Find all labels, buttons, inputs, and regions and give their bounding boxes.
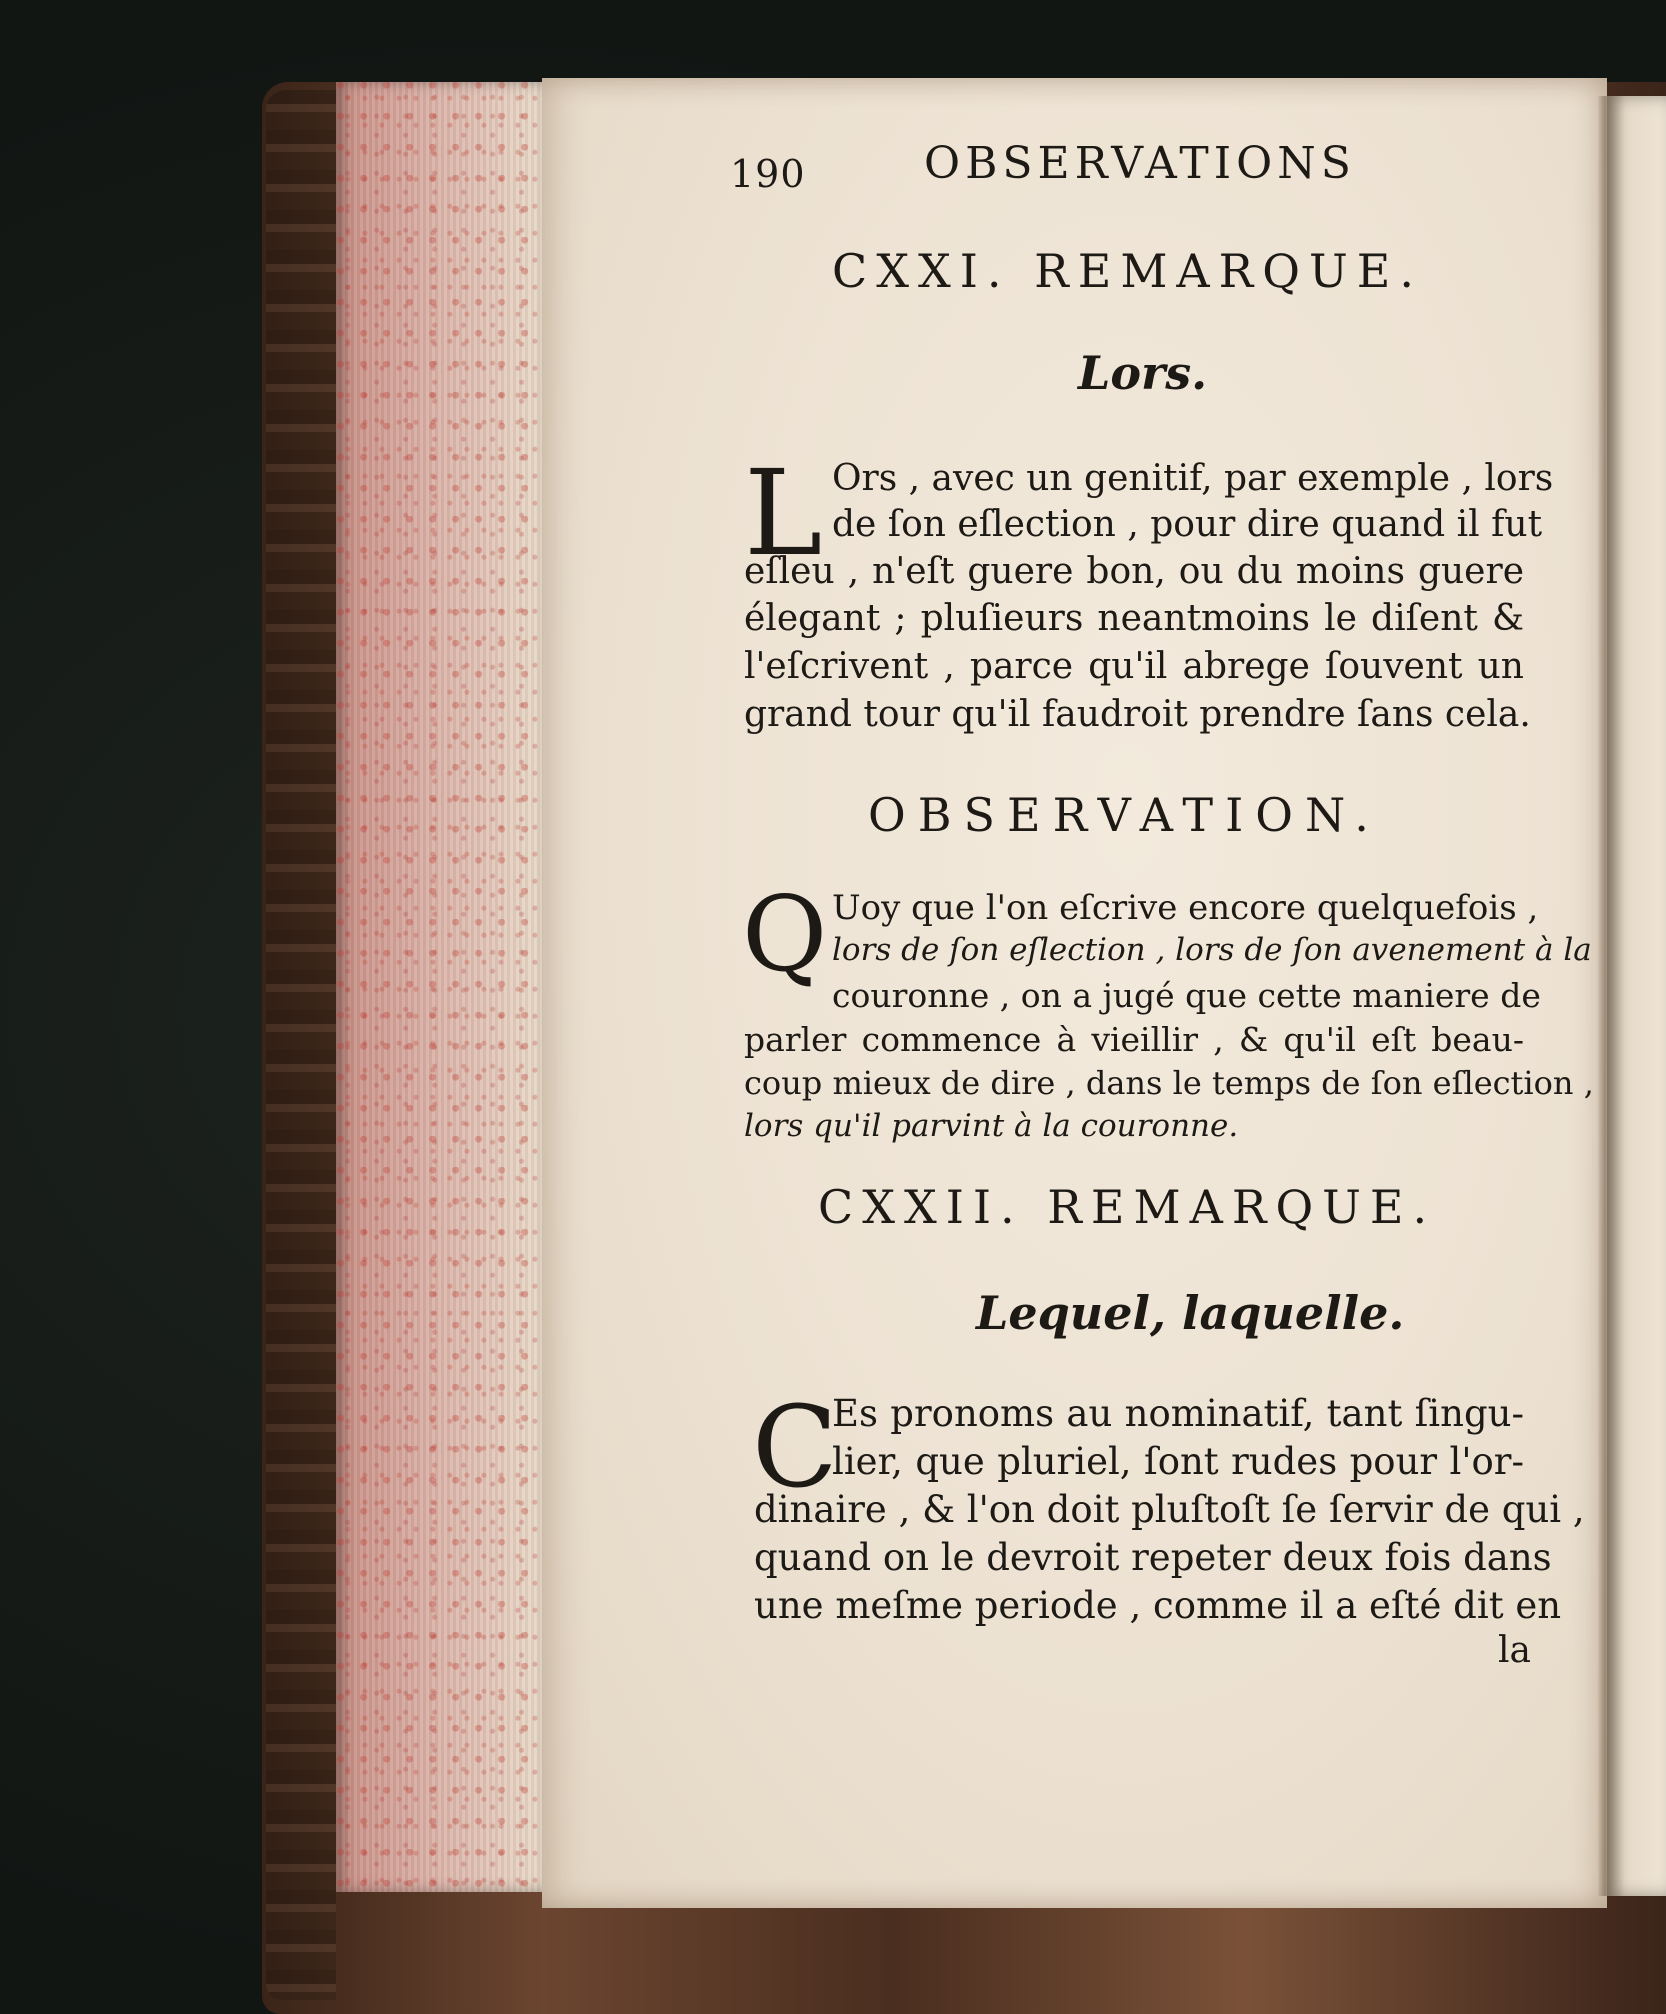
- body-line: l'eſcrivent , parce qu'il abrege ſouvent un: [744, 646, 1524, 687]
- remarque-122-heading: CXXII. REMARQUE.: [818, 1180, 1437, 1234]
- page-number: 190: [730, 152, 806, 196]
- body-line: grand tour qu'il faudroit prendre ſans cela.: [744, 694, 1531, 735]
- body-line: parler commence à vieillir , & qu'il eſt beau-: [744, 1020, 1524, 1059]
- spine-texture: [266, 90, 336, 2000]
- observation-heading: OBSERVATION.: [868, 788, 1381, 842]
- body-line: coup mieux de dire , dans le temps de ſon eſlection ,: [744, 1064, 1594, 1102]
- remarque-121-heading: CXXI. REMARQUE.: [832, 244, 1423, 298]
- body-line: Uoy que l'on eſcrive encore quelquefois ,: [832, 888, 1539, 928]
- facing-page-edge: [1607, 96, 1666, 1896]
- body-line: couronne , on a jugé que cette maniere de: [832, 976, 1541, 1015]
- remarque-122-subheading: Lequel, laquelle.: [976, 1286, 1405, 1340]
- dropcap-q: Q: [742, 873, 828, 995]
- body-line: de ſon eſlection , pour dire quand il fut: [832, 504, 1543, 545]
- body-line: lors qu'il parvint à la couronne.: [744, 1108, 1239, 1144]
- catchword: la: [1498, 1630, 1531, 1671]
- body-line: une meſme periode , comme il a eſté dit en: [754, 1584, 1562, 1627]
- dropcap-l: L: [744, 444, 823, 582]
- body-line: quand on le devroit repeter deux fois dans: [754, 1536, 1552, 1579]
- dropcap-c: C: [752, 1383, 838, 1513]
- body-line: lier, que pluriel, ſont rudes pour l'or-: [832, 1440, 1524, 1483]
- body-line: lors de ſon eſlection , lors de ſon avenement à la: [832, 932, 1592, 968]
- body-line: Ors , avec un genitif, par exemple , lors: [832, 458, 1554, 499]
- running-title: OBSERVATIONS: [924, 138, 1356, 189]
- page-edges: [336, 82, 542, 1892]
- body-line: eſleu , n'eſt guere bon, ou du moins guere: [744, 551, 1524, 592]
- remarque-121-subheading: Lors.: [1078, 346, 1208, 400]
- body-line: dinaire , & l'on doit pluſtoſt ſe ſervir de qui ,: [754, 1488, 1585, 1531]
- body-line: élegant ; pluſieurs neantmoins le diſent &: [744, 598, 1524, 639]
- body-line: Es pronoms au nominatif, tant ſingu-: [832, 1392, 1524, 1435]
